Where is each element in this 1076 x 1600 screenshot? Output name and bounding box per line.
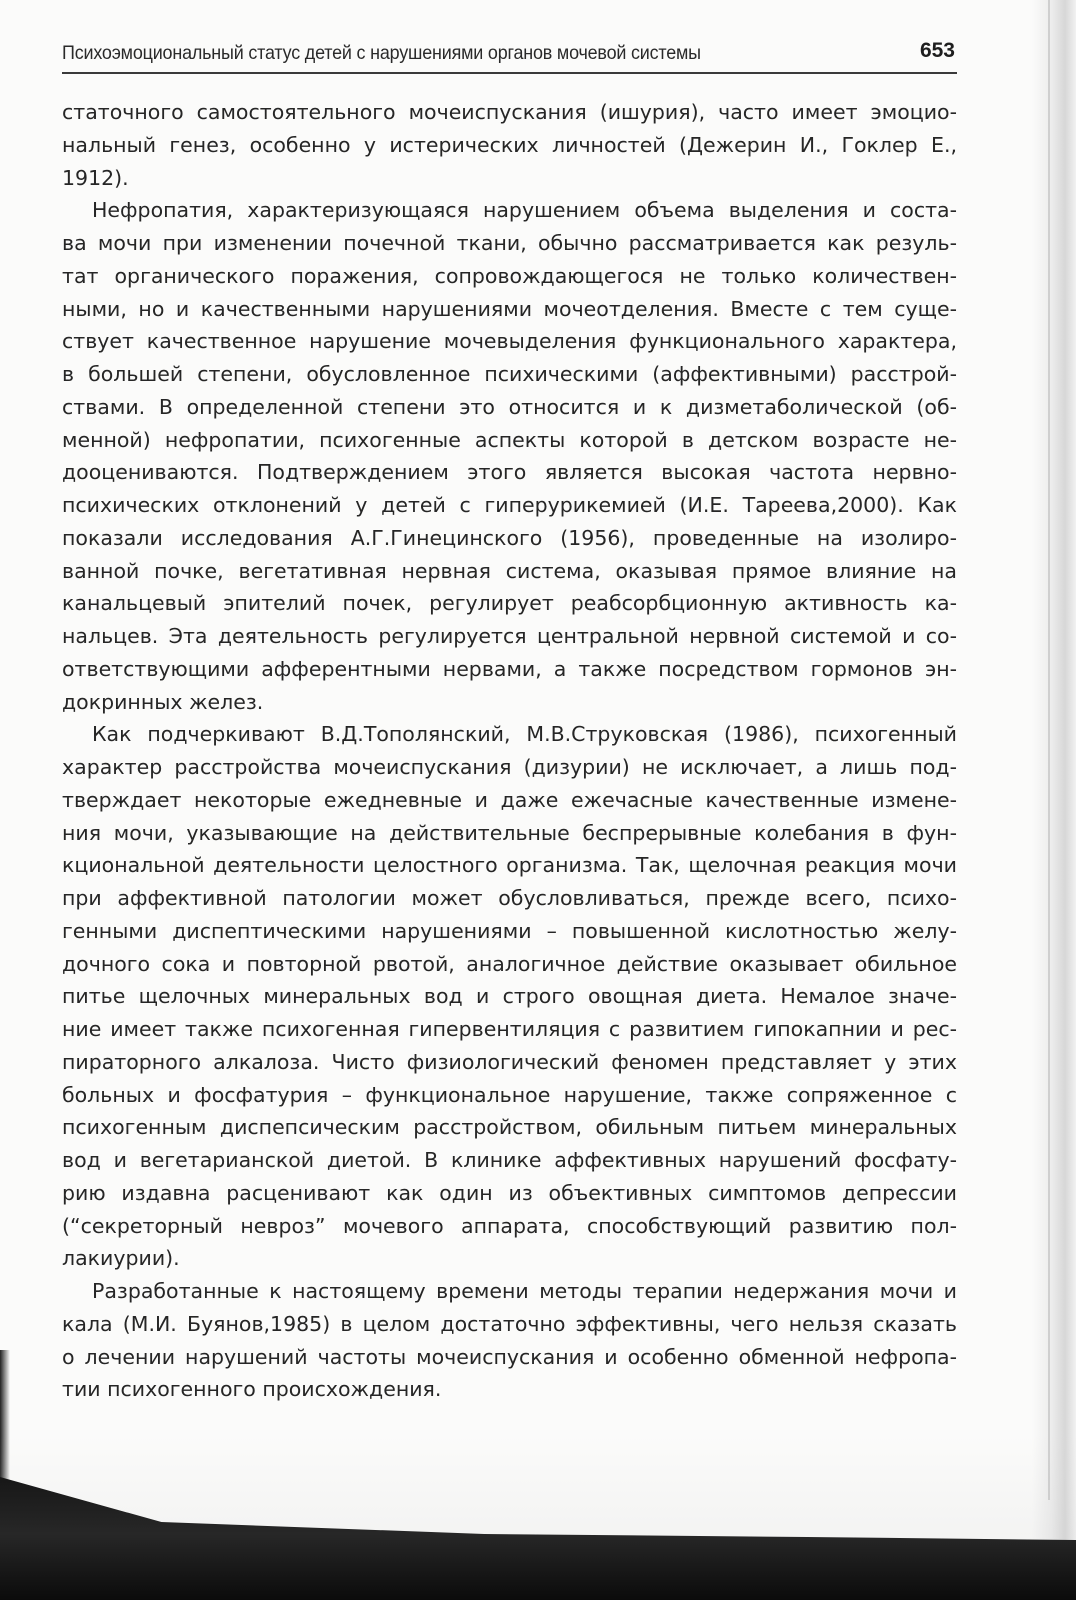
text-line: характер расстройства мочеиспускания (дизурии) не исключает, а лишь под- [62,755,957,779]
text-line: ными, но и качественными нарушениями мочеотделения. Вместе с тем суще- [62,296,957,321]
text-line: (“секреторный невроз” мочевого аппарата, способствующий развитию пол- [62,1213,957,1238]
paragraph [62,718,957,1275]
text-line: в большей степени, обусловленное психическими (аффективными) расстрой- [62,362,957,386]
text-line: нальцев. Эта деятельность регулируется центральной нервной системой и со- [62,624,957,648]
text-line: кциональной деятельности целостного организма. Так, щелочная реакция мочи [62,853,957,878]
text-line: показали исследования А.Г.Гинецинского (1956), проведенные на изолиро- [62,525,957,550]
text-line: вод и вегетарианской диетой. В клинике аффективных нарушений фосфату- [62,1148,957,1172]
text-line: о лечении нарушений частоты мочеиспускания и особенно обменной нефропа- [62,1344,957,1369]
text-line: Нефропатия, характеризующаяся нарушением объема выделения и соста- [92,198,957,223]
text-line: статочного самостоятельного мочеиспускания (ишурия), часто имеет эмоцио- [62,100,957,124]
text-line: ответствующими афферентными нервами, а также посредством гормонов эн- [62,656,957,681]
scan-bottom-fade [0,1435,1076,1600]
text-line: кала (М.И. Буянов,1985) в целом достаточно эффективны, чего нельзя сказать [62,1311,957,1336]
text-line: ва мочи при изменении почечной ткани, обычно рассматривается как резуль- [62,231,957,255]
running-header [62,40,957,72]
binding-edge [1048,0,1050,1500]
text-line: 1912). [62,165,129,190]
text-line: рию издавна расценивают как один из объективных симптомов депрессии [62,1180,957,1205]
text-line: ванной почке, вегетативная нервная система, оказывая прямое влияние на [62,558,957,583]
text-line: пираторного алкалоза. Чисто физиологический феномен представляет у этих [62,1049,957,1074]
text-line: нальный генез, особенно у истерических личностей (Дежерин И., Гоклер Е., [62,132,957,157]
text-line: ствует качественное нарушение мочевыделения функционального характера, [62,329,957,354]
text-line: тверждает некоторые ежедневные и даже ежечасные качественные измене- [62,787,957,812]
text-line: ние имеет также психогенная гипервентиляция с развитием гипокапнии и рес- [62,1017,957,1041]
text-line: лакиурии). [62,1246,180,1271]
running-header-title: Психоэмоциональный статус детей с нарушениями органов мочевой системы [62,42,701,64]
text-line: менной) нефропатии, психогенные аспекты которой в детском возрасте не- [62,427,957,452]
paragraph [62,194,957,718]
text-line: питье щелочных минеральных вод и строго овощная диета. Немалое значе- [62,984,957,1009]
text-line: тии психогенного происхождения. [62,1377,442,1402]
text-line: ствами. В определенной степени это относится и к дизметаболической (об- [62,394,957,419]
header-rule [62,72,957,74]
text-line: Как подчеркивают В.Д.Тополянский, М.В.Струковская (1986), психогенный [92,722,957,747]
text-line: тат органического поражения, сопровождающегося не только количествен- [62,263,957,288]
body-text [62,96,957,1406]
text-line: дооцениваются. Подтверждением этого является высокая частота нервно- [62,460,957,485]
text-line: психических отклонений у детей с гиперурикемией (И.Е. Тареева,2000). Как [62,493,957,517]
text-line: докринных желез. [62,689,264,714]
text-line: ния мочи, указывающие на действительные беспрерывные колебания в фун- [62,820,957,845]
text-line: дочного сока и повторной рвотой, аналогичное действие оказывает обильное [62,951,957,976]
page-number: 653 [919,39,955,62]
text-line: больных и фосфатурия – функциональное нарушение, также сопряженное с [62,1082,957,1107]
text-line: психогенным диспепсическим расстройством, обильным питьем минеральных [62,1115,957,1140]
text-line: канальцевый эпителий почек, регулирует реабсорбционную активность ка- [62,591,957,616]
text-line: генными диспептическими нарушениями – повышенной кислотностью желу- [62,918,957,943]
binding-shadow [1032,0,1076,1600]
paragraph [62,96,957,194]
text-line: Разработанные к настоящему времени методы терапии недержания мочи и [92,1279,957,1303]
text-line: при аффективной патологии может обусловливаться, прежде всего, психо- [62,886,957,910]
paragraph [62,1275,957,1406]
